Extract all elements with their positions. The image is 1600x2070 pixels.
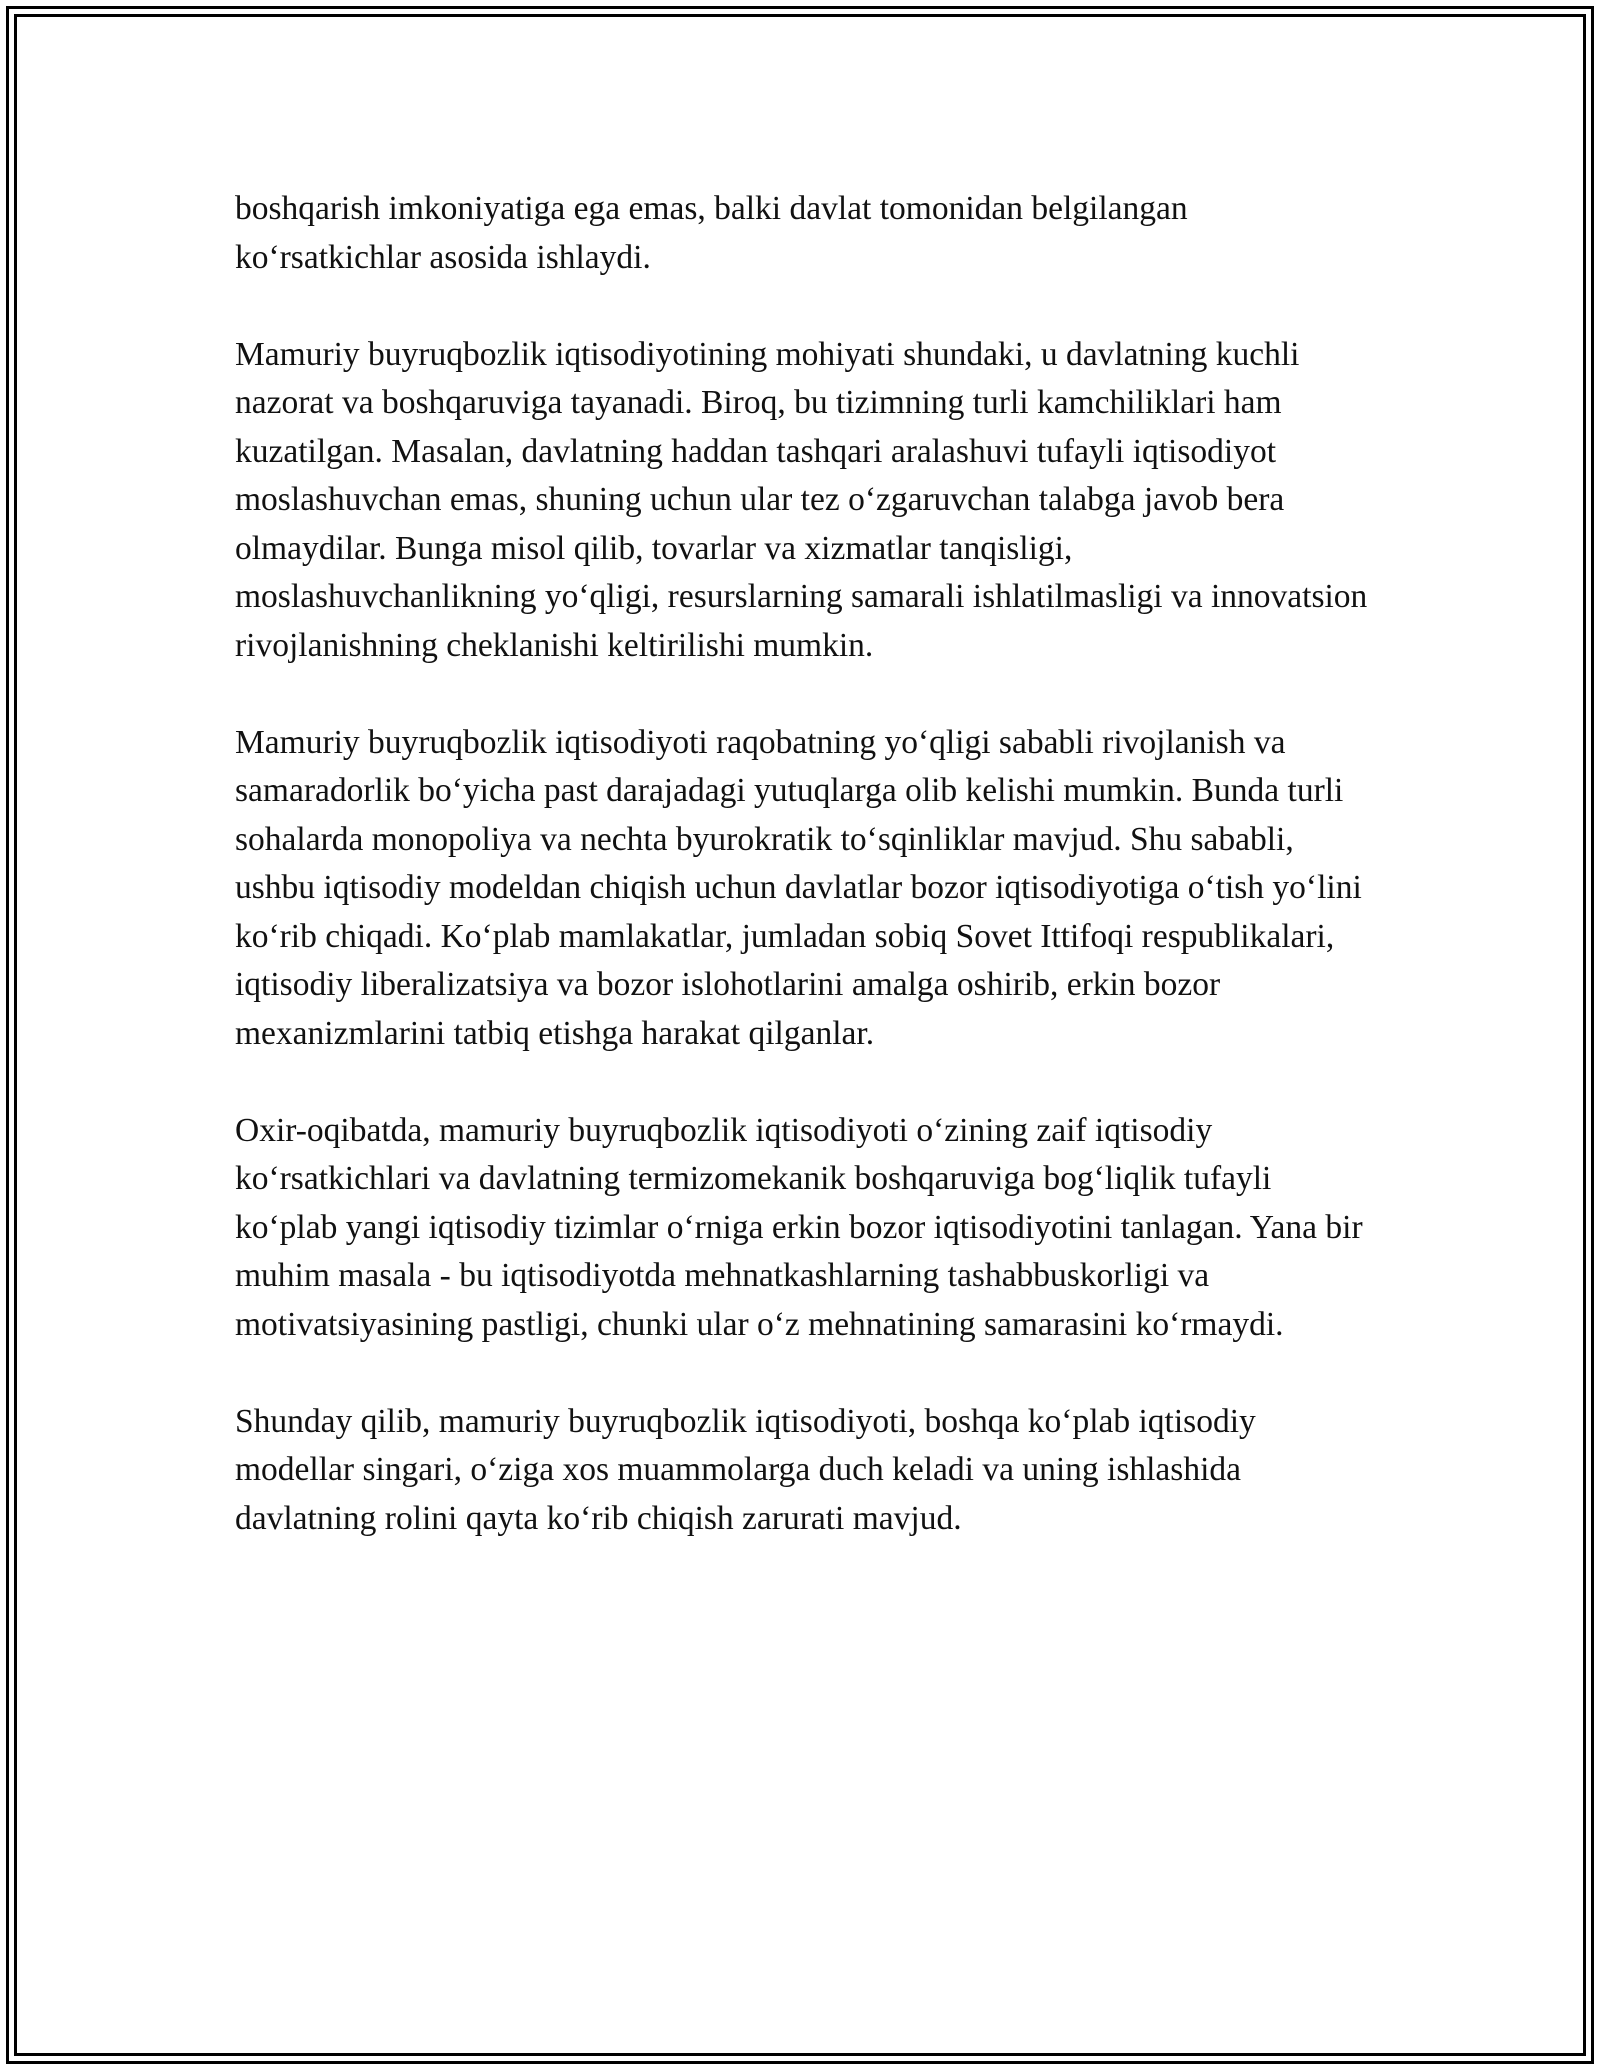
paragraph-2: Mamuriy buyruqbozlik iqtisodiyotining mohiyati shundaki, u davlatning kuchli nazorat va boshqaruviga tayanadi. Biroq, bu tizimning turli kamchiliklari ham kuzatilgan. Masalan, davlatning haddan tashqari aralashuvi tufayli iqtisodiyot moslashuvchan emas, shuning uchun ular tez o‘zgaruvchan talabga javob bera olmaydilar. Bunga misol qilib, tovarlar va xizmatlar tanqisligi, moslashuvchanlikning yo‘qligi, resurslarning samarali ishlatilmasligi va innovatsion rivojlanishning cheklanishi keltirilishi mumkin. — [235, 335, 1368, 664]
paragraph-3: Mamuriy buyruqbozlik iqtisodiyoti raqobatning yo‘qligi sababli rivojlanish va samaradorlik bo‘yicha past darajadagi yutuqlarga olib kelishi mumkin. Bunda turli sohalarda monopoliya va nechta byurokratik to‘sqinliklar mavjud. Shu sababli, ushbu iqtisodiy modeldan chiqish uchun davlatlar bozor iqtisodiyotiga o‘tish yo‘lini ko‘rib chiqadi. Ko‘plab mamlakatlar, jumladan sobiq Sovet Ittifoqi respublikalari, iqtisodiy liberalizatsiya va bozor islohotlarini amalga oshirib, erkin bozor mexanizmlarini tatbiq etishga harakat qilganlar. — [235, 723, 1362, 1052]
paragraph-5: Shunday qilib, mamuriy buyruqbozlik iqtisodiyoti, boshqa ko‘plab iqtisodiy modellar singari, o‘ziga xos muammolarga duch keladi va uning ishlashida davlatning rolini qayta ko‘rib chiqish zarurati mavjud. — [235, 1402, 1256, 1537]
document-body — [235, 185, 1375, 1543]
paragraph-4: Oxir-oqibatda, mamuriy buyruqbozlik iqtisodiyoti o‘zining zaif iqtisodiy ko‘rsatkichlari va davlatning termizomekanik boshqaruviga bog‘liqlik tufayli ko‘plab yangi iqtisodiy tizimlar o‘rniga erkin bozor iqtisodiyotini tanlagan. Yana bir muhim masala - bu iqtisodiyotda mehnatkashlarning tashabbuskorligi va motivatsiyasining pastligi, chunki ular o‘z mehnatining samarasini ko‘rmaydi. — [235, 1111, 1363, 1343]
paragraph-1: boshqarish imkoniyatiga ega emas, balki davlat tomonidan belgilangan ko‘rsatkichlar asosida ishlaydi. — [235, 190, 1188, 276]
